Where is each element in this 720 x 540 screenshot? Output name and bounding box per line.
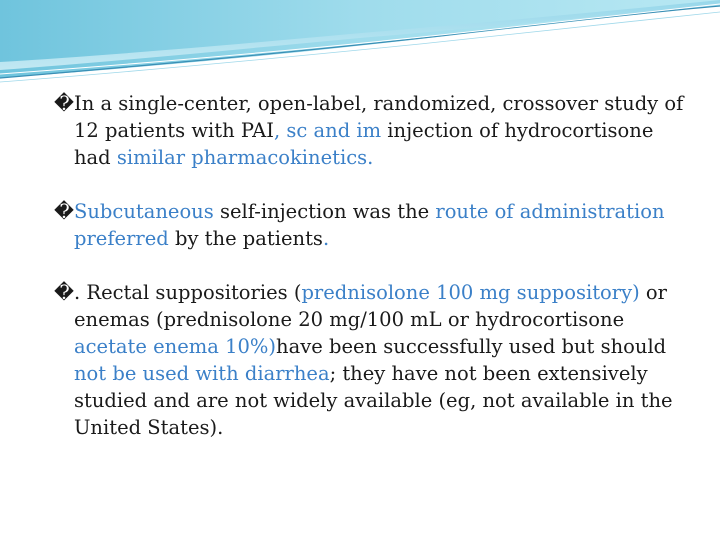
bullet-text: . Rectal suppositories (	[74, 281, 302, 304]
bullet-text: by the patients	[168, 227, 323, 250]
bullet-highlight: acetate enema 10%)	[74, 335, 277, 358]
bullet-text: or enemas (prednisolone 20 mg/100 mL or hydrocortisone	[74, 281, 667, 331]
bullet-marker: �	[54, 200, 74, 223]
bullet-item	[54, 90, 694, 171]
bullet-highlight: similar pharmacokinetics.	[116, 146, 374, 169]
bullet-text: ; they have not been extensively studied and are not widely available (eg, not available in the United States).	[74, 362, 673, 439]
bullet-highlight: .	[322, 227, 330, 250]
bullet-item	[54, 198, 694, 252]
bullet-item	[54, 279, 694, 441]
bullet-marker: �	[54, 281, 74, 304]
bullet-highlight: route of administration preferred	[74, 200, 665, 250]
bullet-highlight: Subcutaneous	[74, 200, 214, 223]
bullet-highlight: , sc and im	[273, 119, 382, 142]
bullet-list	[54, 90, 694, 441]
header-wave-decoration	[0, 0, 720, 90]
bullet-text: In a single-center, open-label, randomized, crossover study of 12 patients with PAI	[74, 92, 684, 142]
bullet-highlight: not be used with diarrhea	[74, 362, 330, 385]
bullet-text: have been successfully used but should	[276, 335, 667, 358]
bullet-text: self-injection was the	[213, 200, 436, 223]
bullet-marker: �	[54, 92, 74, 115]
bullet-highlight: prednisolone 100 mg suppository)	[301, 281, 640, 304]
bullet-text: injection of hydrocortisone had	[74, 119, 654, 169]
